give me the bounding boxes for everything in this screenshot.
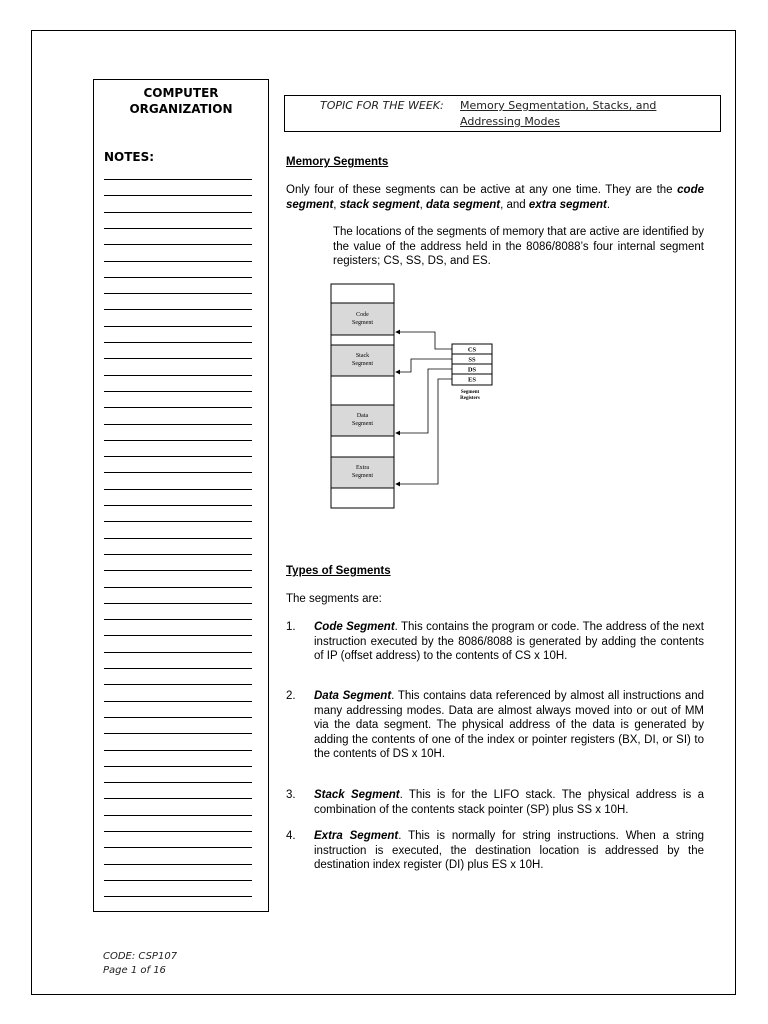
list-term: Extra Segment <box>314 830 399 842</box>
notes-label: NOTES: <box>104 150 155 164</box>
notes-line <box>104 440 252 441</box>
period: . <box>606 198 611 211</box>
list-text <box>314 620 704 664</box>
register-es-label: ES <box>468 376 476 384</box>
topic-label: TOPIC FOR THE WEEK: <box>320 99 444 112</box>
notes-line <box>104 391 252 392</box>
register-cs-label: CS <box>467 346 477 354</box>
topic-box <box>284 95 721 132</box>
notes-line <box>104 179 252 180</box>
list-description: . This is normally for string instructions. When a string instruction is executed, the destination location is addressed by the destination index register (DI) plus ES x 10H. <box>314 830 705 871</box>
notes-line <box>104 635 252 636</box>
notes-line <box>104 277 252 278</box>
notes-line <box>104 896 252 897</box>
memory-segments-heading: Memory Segments <box>286 156 389 168</box>
page-number: Page 1 of 16 <box>103 965 166 976</box>
notes-line <box>104 652 252 653</box>
extra-segment-label: Extra <box>356 465 369 471</box>
diagram-svg <box>325 280 515 512</box>
extra-segment-term: extra segment <box>528 198 607 211</box>
notes-line <box>104 358 252 359</box>
notes-line <box>104 782 252 783</box>
notes-line <box>104 619 252 620</box>
list-description: . This contains the program or code. The address of the next instruction executed by the 8086/8088 is generated by adding the contents of IP (offset address) to the contents of CS x 10H. <box>314 621 704 662</box>
separator: , <box>333 198 340 211</box>
notes-line <box>104 701 252 702</box>
list-description: . This contains data referenced by almost all instructions and many addressing modes. Data are almost always moved into or out of MM via the data segment. The physical address of the data is generated by adding the contents of one of the index or pointer registers (BX, DI, or SI) to the contents of DS x 10H. <box>314 690 704 760</box>
registers-caption: Registers <box>460 396 480 401</box>
notes-line <box>104 228 252 229</box>
notes-line <box>104 472 252 473</box>
notes-line <box>104 326 252 327</box>
notes-line <box>104 603 252 604</box>
es-arrow <box>396 379 452 484</box>
notes-line <box>104 554 252 555</box>
separator: , <box>419 198 426 211</box>
intro-text: Only four of these segments can be active at any one time. They are the <box>286 184 673 196</box>
separator: , and <box>500 198 529 211</box>
notes-line <box>104 684 252 685</box>
notes-sidebar <box>93 79 269 912</box>
notes-line <box>104 375 252 376</box>
data-segment-label: Segment <box>352 421 373 427</box>
notes-line <box>104 538 252 539</box>
code-segment-label: Code <box>356 312 369 318</box>
stack-segment-label: Stack <box>355 353 370 359</box>
segments-list-intro: The segments are: <box>286 593 382 605</box>
list-term: Data Segment <box>314 690 392 702</box>
notes-line <box>104 244 252 245</box>
list-description: . This is for the LIFO stack. The physical address is a combination of the contents stack pointer (SP) plus SS x 10H. <box>314 789 705 816</box>
notes-line <box>104 815 252 816</box>
list-text <box>314 689 704 762</box>
course-code: CODE: CSP107 <box>103 951 178 962</box>
list-number: 1. <box>286 621 296 633</box>
list-text <box>314 788 704 817</box>
register-ss-label: SS <box>468 356 476 364</box>
list-number: 3. <box>286 789 296 801</box>
notes-line <box>104 309 252 310</box>
notes-line <box>104 521 252 522</box>
list-number: 4. <box>286 830 296 842</box>
types-of-segments-heading: Types of Segments <box>286 565 391 577</box>
notes-line <box>104 798 252 799</box>
notes-line <box>104 766 252 767</box>
notes-line <box>104 505 252 506</box>
notes-line <box>104 424 252 425</box>
code-segment-term: code segment <box>286 184 704 211</box>
register-ds-label: DS <box>467 366 477 374</box>
notes-line <box>104 456 252 457</box>
notes-line <box>104 880 252 881</box>
notes-line <box>104 587 252 588</box>
notes-line <box>104 261 252 262</box>
ss-arrow <box>396 359 452 372</box>
code-segment-label: Segment <box>352 320 373 326</box>
notes-line <box>104 733 252 734</box>
registers-caption: Segment <box>460 390 480 395</box>
cs-arrow <box>396 332 452 349</box>
memory-segment-diagram <box>325 280 515 512</box>
data-segment-term: data segment <box>425 198 501 211</box>
notes-line <box>104 864 252 865</box>
notes-line <box>104 489 252 490</box>
list-text <box>314 829 704 873</box>
list-term: Code Segment <box>314 621 395 633</box>
list-number: 2. <box>286 690 296 702</box>
notes-line <box>104 750 252 751</box>
notes-line <box>104 407 252 408</box>
notes-line <box>104 668 252 669</box>
notes-line <box>104 847 252 848</box>
notes-line <box>104 831 252 832</box>
notes-line <box>104 195 252 196</box>
page-footer <box>103 950 177 978</box>
notes-line <box>104 342 252 343</box>
course-title: COMPUTER ORGANIZATION <box>129 86 233 116</box>
notes-line <box>104 293 252 294</box>
list-term: Stack Segment <box>314 789 400 801</box>
segments-intro-paragraph <box>286 183 704 212</box>
notes-line <box>104 212 252 213</box>
data-segment-label: Data <box>356 413 369 419</box>
segment-registers-paragraph: The locations of the segments of memory that are active are identified by the value of the address held in the 8086/8088’s four internal segment registers; CS, SS, DS, and ES. <box>333 226 704 267</box>
topic-value: Memory Segmentation, Stacks, and Addressing Modes <box>460 99 657 128</box>
code-segment-block <box>331 303 394 335</box>
stack-segment-term: stack segment <box>339 198 420 211</box>
notes-line <box>104 570 252 571</box>
extra-segment-label: Segment <box>352 473 373 479</box>
stack-segment-label: Segment <box>352 361 373 367</box>
notes-line <box>104 717 252 718</box>
